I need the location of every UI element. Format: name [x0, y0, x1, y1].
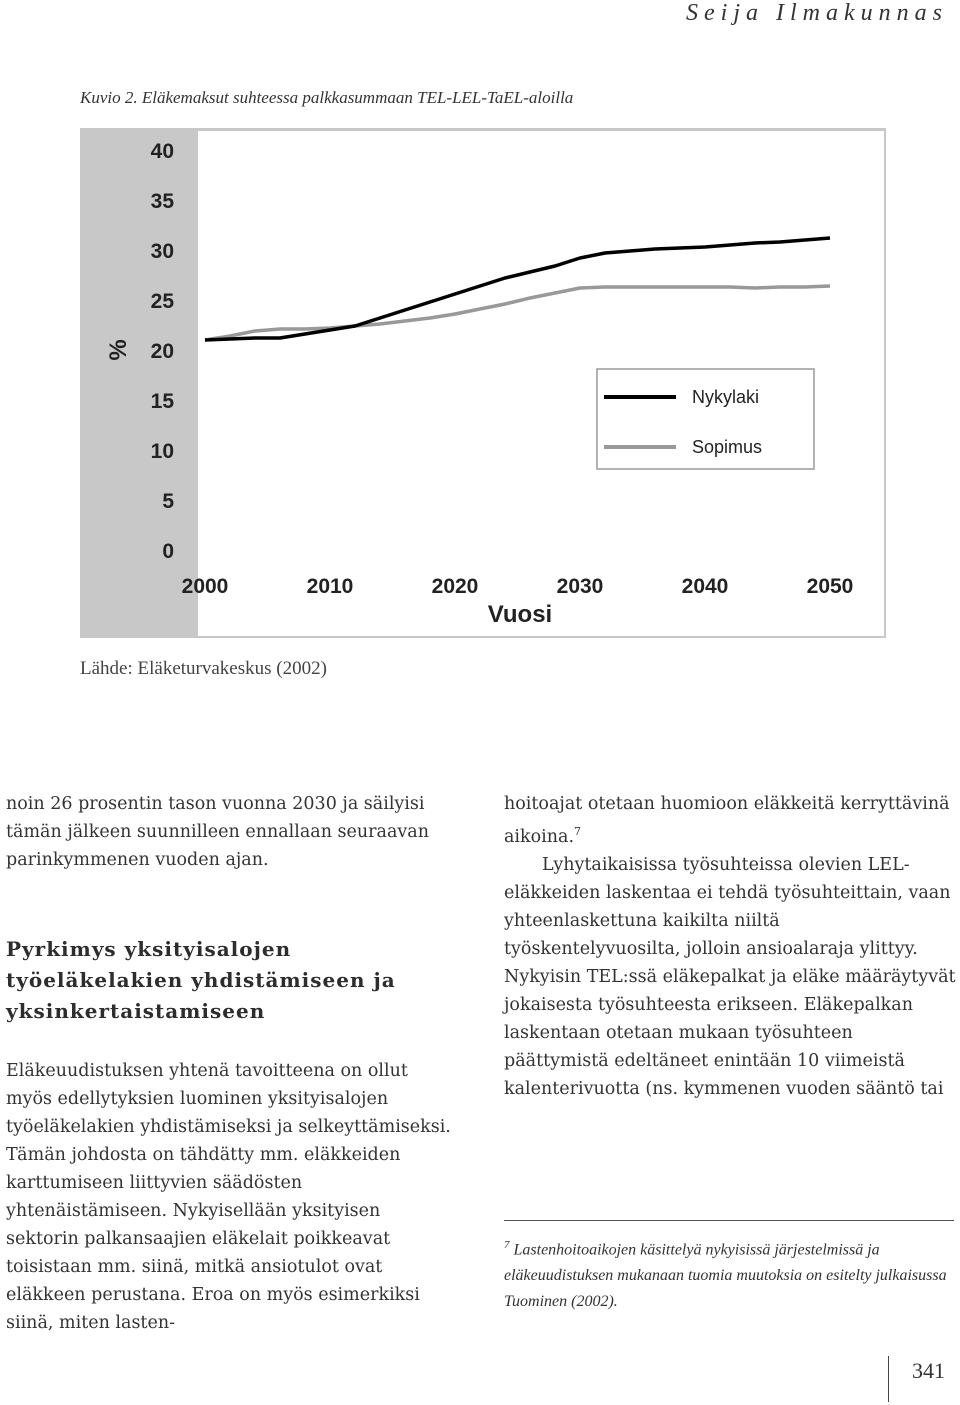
footnote-number: 7	[504, 1239, 510, 1251]
y-tick-label: 15	[150, 390, 174, 413]
y-tick-label: 20	[150, 340, 174, 363]
footnote	[504, 1232, 956, 1315]
x-tick-label: 2030	[556, 575, 604, 598]
paragraph-right: Lyhytaikaisissa työsuhteissa olevien LEL-eläkkeiden laskentaa ei tehdä työsuhteittain, vaan yhteenlaskettuna kaikilta niiltä työskentelyvuosilta, jolloin ansioalaraja ylittyy. Nykyisin TEL:ssä eläkepalkat ja eläke määräytyvät jokaisesta työsuhteesta erikseen. Eläkepalkan laskentaan otetaan mukaan työsuhteen päättymistä edeltäneet enintään 10 viimeistä kalenterivuotta (ns. kymmenen vuoden sääntö tai	[504, 854, 956, 1099]
y-tick-label: 0	[162, 540, 174, 563]
x-axis-label: Vuosi	[487, 601, 553, 628]
footnote-divider	[504, 1220, 954, 1221]
x-tick-label: 2010	[306, 575, 354, 598]
paragraph: Eläkeuudistuksen yhtenä tavoitteena on ollut myös edellytyksien luominen yksityisalojen työeläkelakien yhdistämiseksi ja selkeyttämiseksi. Tämän johdosta on tähdätty mm. eläkkeiden karttumiseen liittyvien säädösten yhtenäistämiseen. Nykyisellään yksityisen sektorin palkansaajien eläkelait poikkeavat toisistaan mm. siinä, mitkä ansiotulot ovat eläkkeen perustana. Eroa on myös esimerkiksi siinä, miten lasten-	[6, 1061, 451, 1333]
x-tick-label: 2000	[181, 575, 229, 598]
paragraph-continued-text: hoitoajat otetaan huomioon eläkkeitä kerryttävinä aikoina.	[504, 794, 950, 847]
right-column	[504, 790, 956, 1103]
figure-chart	[80, 128, 886, 638]
y-tick-label: 5	[162, 490, 174, 513]
x-tick-label: 2020	[431, 575, 479, 598]
y-tick-label: 25	[150, 290, 174, 313]
page-number-divider	[888, 1356, 889, 1402]
line-chart	[80, 128, 886, 638]
running-head: Seija Ilmakunnas	[686, 0, 948, 26]
x-tick-label: 2050	[806, 575, 854, 598]
paragraph-continued: noin 26 prosentin tason vuonna 2030 ja säilyisi tämän jälkeen suunnilleen ennallaan seuraavan parinkymmenen vuoden ajan.	[6, 794, 429, 870]
page-number: 341	[912, 1358, 945, 1383]
y-tick-label: 35	[150, 190, 174, 213]
legend-label-sopimus: Sopimus	[692, 437, 763, 457]
y-tick-label: 40	[150, 140, 174, 163]
footnote-text: Lastenhoitoaikojen käsittelyä nykyisissä järjestelmissä ja eläkeuudistuksen mukanaan tuomia muutoksia on esitelty julkaisussa Tuominen (2002).	[504, 1241, 947, 1311]
figure-source: Lähde: Eläketurvakeskus (2002)	[80, 658, 327, 679]
section-heading: Pyrkimys yksityisalojen työeläkelakien yhdistämiseen ja yksinkertaistamiseen	[6, 937, 396, 1023]
paragraph-continued-right	[504, 790, 956, 851]
y-tick-label: 10	[150, 440, 174, 463]
legend-label-nykylaki: Nykylaki	[692, 387, 760, 407]
y-axis-label: %	[105, 339, 132, 361]
x-tick-label: 2040	[681, 575, 729, 598]
figure-caption: Kuvio 2. Eläkemaksut suhteessa palkkasummaan TEL-LEL-TaEL-aloilla	[80, 88, 574, 107]
left-column	[6, 790, 458, 1337]
legend	[597, 369, 814, 469]
footnote-reference: 7	[574, 825, 582, 838]
y-tick-label: 30	[150, 240, 174, 263]
